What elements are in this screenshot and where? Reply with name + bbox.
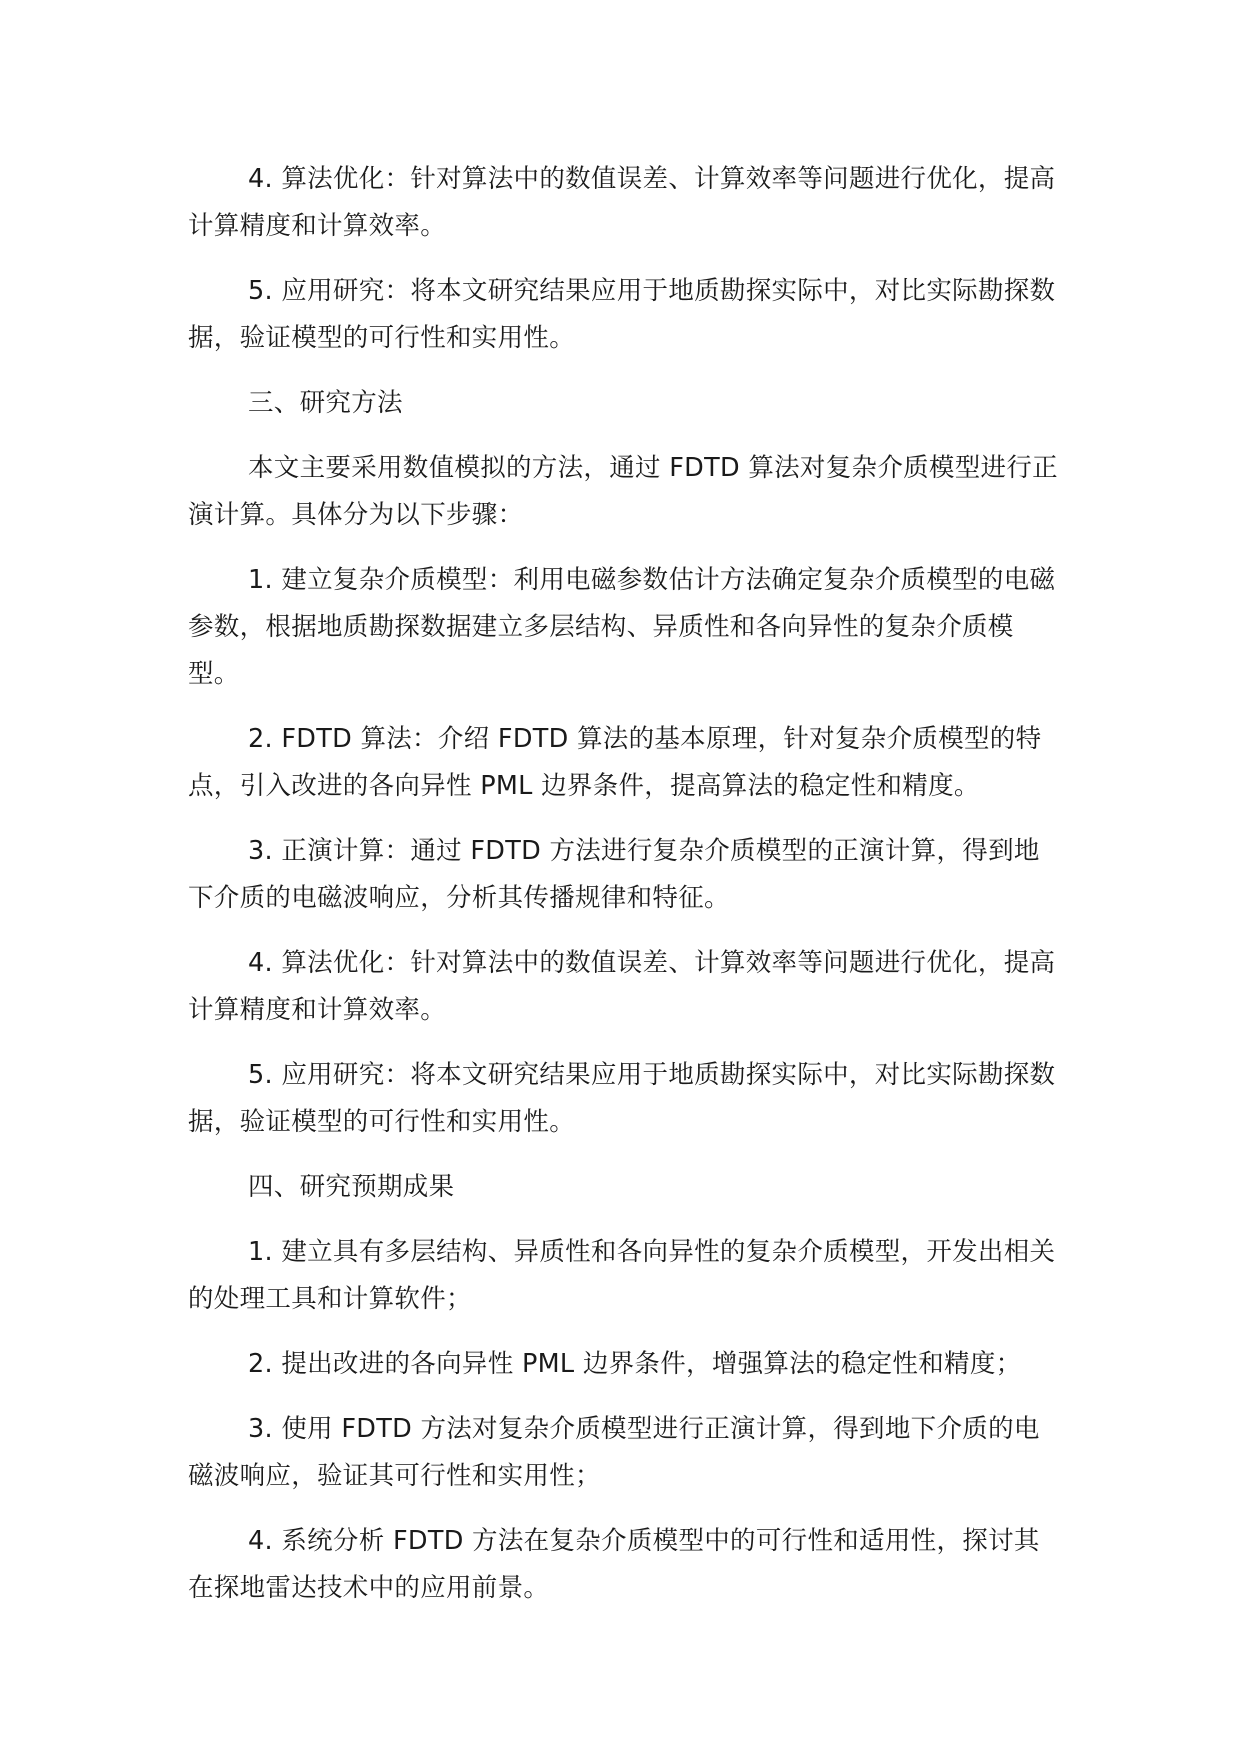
body-paragraph-method-intro: 本文主要采用数值模拟的方法，通过 FDTD 算法对复杂介质模型进行正演计算。具体分为以下步骤：: [188, 453, 1058, 530]
list-item-algorithm-optimization: 4. 算法优化：针对算法中的数值误差、计算效率等问题进行优化，提高计算精度和计算效率。: [188, 164, 1056, 241]
document-body: [188, 156, 1060, 1630]
list-item-forward-calculation: 3. 正演计算：通过 FDTD 方法进行复杂介质模型的正演计算，得到地下介质的电磁波响应，分析其传播规律和特征。: [188, 836, 1040, 913]
section-heading-expected-results: 四、研究预期成果: [248, 1172, 455, 1202]
list-item-expected-pml: 2. 提出改进的各向异性 PML 边界条件，增强算法的稳定性和精度；: [248, 1349, 1022, 1379]
list-item-expected-model: 1. 建立具有多层结构、异质性和各向异性的复杂介质模型，开发出相关的处理工具和计算软件；: [188, 1237, 1056, 1314]
list-item-expected-forward: 3. 使用 FDTD 方法对复杂介质模型进行正演计算，得到地下介质的电磁波响应，验证其可行性和实用性；: [188, 1414, 1040, 1491]
list-item-expected-analysis: 4. 系统分析 FDTD 方法在复杂介质模型中的可行性和适用性，探讨其在探地雷达技术中的应用前景。: [188, 1526, 1040, 1603]
list-item-algorithm-optimization-2: 4. 算法优化：针对算法中的数值误差、计算效率等问题进行优化，提高计算精度和计算效率。: [188, 948, 1056, 1025]
list-item-application-research-2: 5. 应用研究：将本文研究结果应用于地质勘探实际中，对比实际勘探数据，验证模型的可行性和实用性。: [188, 1060, 1056, 1137]
list-item-fdtd-algorithm: 2. FDTD 算法：介绍 FDTD 算法的基本原理，针对复杂介质模型的特点，引入改进的各向异性 PML 边界条件，提高算法的稳定性和精度。: [188, 724, 1042, 801]
list-item-application-research: 5. 应用研究：将本文研究结果应用于地质勘探实际中，对比实际勘探数据，验证模型的可行性和实用性。: [188, 276, 1056, 353]
list-item-build-model: 1. 建立复杂介质模型：利用电磁参数估计方法确定复杂介质模型的电磁参数，根据地质勘探数据建立多层结构、异质性和各向异性的复杂介质模型。: [188, 565, 1056, 689]
section-heading-research-methods: 三、研究方法: [248, 388, 403, 418]
